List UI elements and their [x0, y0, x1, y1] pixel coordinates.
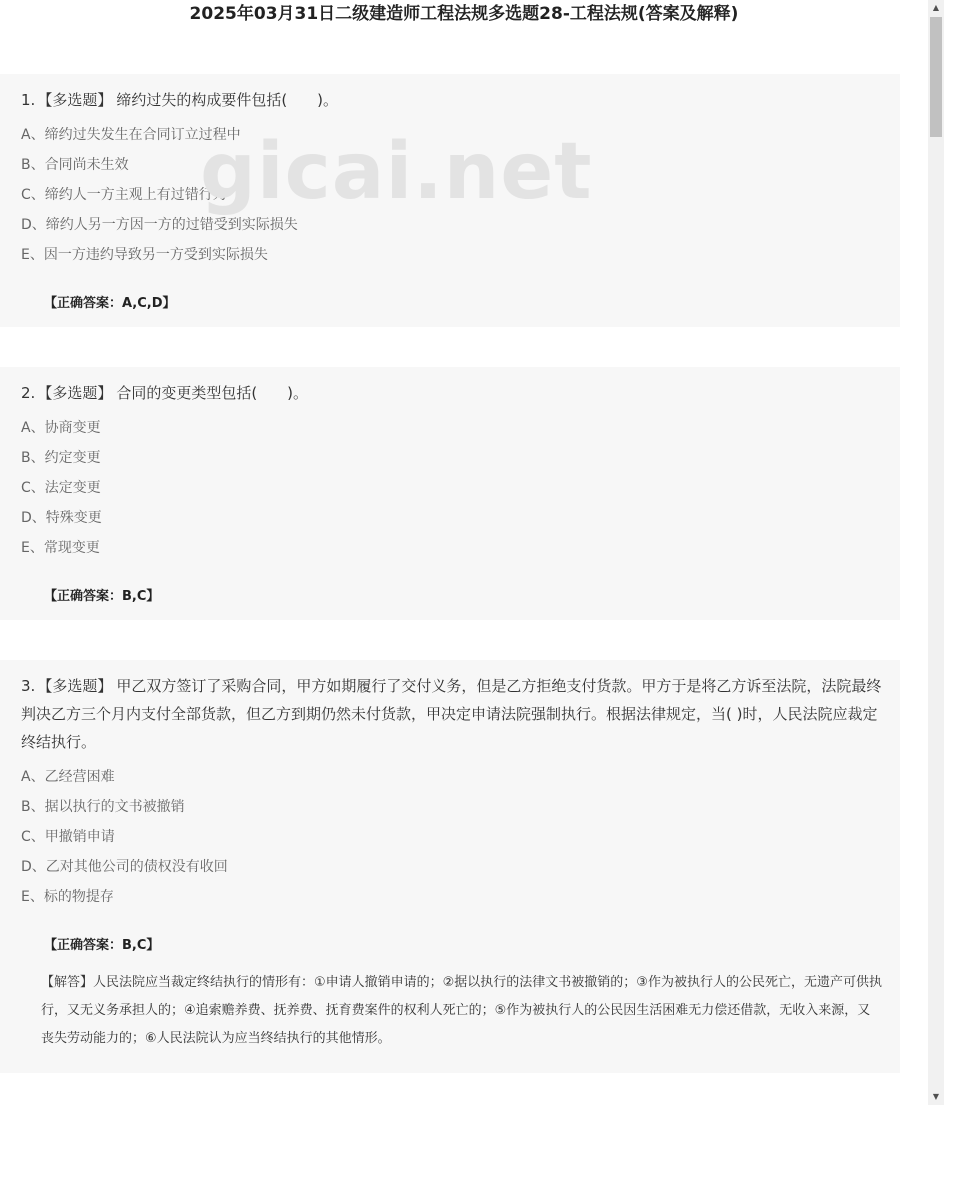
option-c: C、缔约人一方主观上有过错行为	[21, 187, 227, 203]
vertical-scrollbar[interactable]	[928, 0, 944, 1105]
option-a: A、协商变更	[21, 420, 101, 436]
question-type: 【多选题】	[37, 677, 113, 695]
scroll-down-arrow-icon[interactable]: ▼	[932, 1092, 940, 1101]
question-text: 甲乙双方签订了采购合同，甲方如期履行了交付义务，但是乙方拒绝支付货款。甲方于是将乙方诉至法院，法院最终判决乙方三个月内支付全部货款，但乙方到期仍然未付货款，甲决定申请法院强制执行。根据法律规定，当( )时，人民法院应裁定终结执行。	[21, 677, 882, 751]
option-e: E、常现变更	[21, 540, 100, 556]
question-number: 3.	[21, 677, 36, 695]
option-c: C、法定变更	[21, 480, 101, 496]
scroll-up-arrow-icon[interactable]: ▲	[932, 3, 940, 12]
option-d: D、乙对其他公司的债权没有收回	[21, 859, 228, 875]
watermark-logo: gicai.net	[200, 127, 593, 217]
option-a: A、乙经营困难	[21, 769, 115, 785]
question-stem	[21, 672, 883, 756]
question-type: 【多选题】	[37, 91, 113, 109]
option-d: D、特殊变更	[21, 510, 102, 526]
option-c: C、甲撤销申请	[21, 829, 115, 845]
question-text: 缔约过失的构成要件包括( )。	[116, 91, 339, 109]
correct-answer: 【正确答案：B,C】	[44, 589, 160, 604]
option-b: B、据以执行的文书被撤销	[21, 799, 185, 815]
question-text: 合同的变更类型包括( )。	[116, 384, 309, 402]
scrollbar-thumb[interactable]	[930, 17, 942, 137]
correct-answer: 【正确答案：A,C,D】	[44, 296, 176, 311]
page-title: 2025年03月31日二级建造师工程法规多选题28-工程法规(答案及解释)	[189, 4, 739, 24]
question-number: 1.	[21, 91, 36, 109]
option-b: B、约定变更	[21, 450, 101, 466]
answer-explanation: 【解答】人民法院应当裁定终结执行的情形有：①申请人撤销申请的；②据以执行的法律文书被撤销的；③作为被执行人的公民死亡，无遗产可供执行，又无义务承担人的；④追索赡养费、抚养费、抚育费案件的权利人死亡的；⑤作为被执行人的公民因生活困难无力偿还借款，无收入来源，又丧失劳动能力的；⑥人民法院认为应当终结执行的其他情形。	[41, 975, 882, 1046]
correct-answer: 【正确答案：B,C】	[44, 938, 160, 953]
option-b: B、合同尚未生效	[21, 157, 129, 173]
question-stem	[21, 379, 883, 407]
question-stem	[21, 86, 883, 114]
question-card-2	[0, 367, 900, 620]
option-d: D、缔约人另一方因一方的过错受到实际损失	[21, 217, 298, 233]
question-card-3	[0, 660, 900, 1073]
question-type: 【多选题】	[37, 384, 113, 402]
option-e: E、标的物提存	[21, 889, 114, 905]
option-a: A、缔约过失发生在合同订立过程中	[21, 127, 241, 143]
option-e: E、因一方违约导致另一方受到实际损失	[21, 247, 268, 263]
question-number: 2.	[21, 384, 36, 402]
question-card-1	[0, 74, 900, 327]
